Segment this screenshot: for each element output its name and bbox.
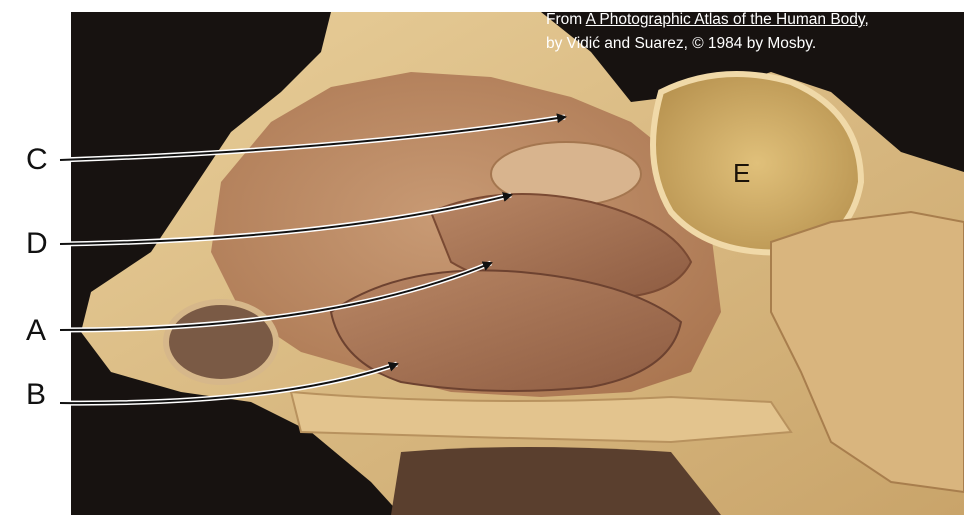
- photo-credit: [546, 8, 966, 56]
- credit-authors: by Vidić and Suarez, © 1984 by Mosby.: [546, 35, 817, 52]
- label-c: C: [26, 143, 48, 176]
- label-b: B: [26, 378, 47, 411]
- credit-suffix: ,: [864, 11, 869, 28]
- label-e: E: [733, 158, 751, 188]
- book-title: A Photographic Atlas of the Human Body: [585, 11, 865, 28]
- label-d: D: [26, 227, 48, 260]
- pointer-d: [60, 195, 511, 244]
- label-a: A: [26, 314, 47, 347]
- credit-prefix: From: [546, 11, 586, 28]
- pointer-a: [60, 263, 491, 330]
- pointer-c: [60, 117, 565, 160]
